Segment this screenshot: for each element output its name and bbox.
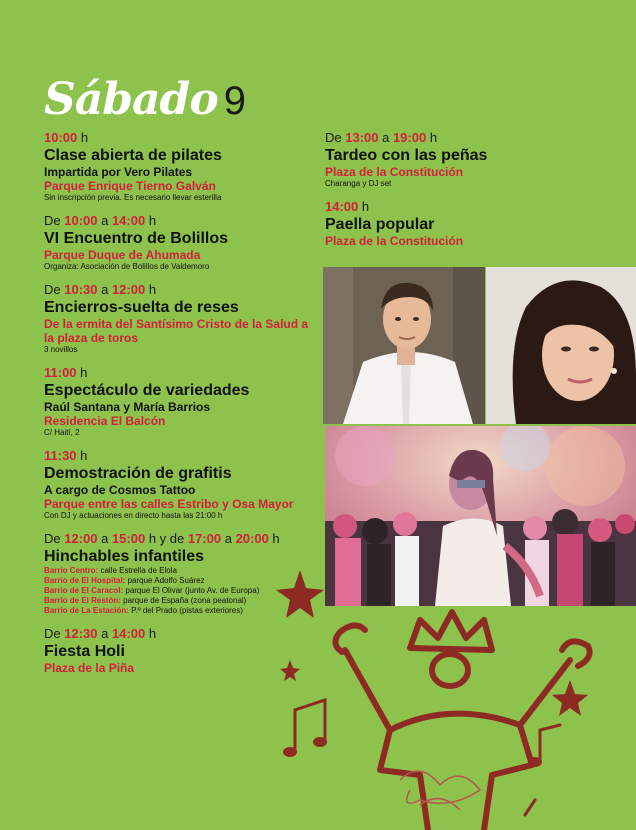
event-subtitle: Raúl Santana y María Barrios — [44, 400, 211, 414]
event-title: Tardeo con las peñas — [325, 147, 488, 164]
event-note: Con DJ y actuaciones en directo hasta las 21:00 h — [44, 511, 223, 520]
event-place: Parque Enrique Tierno Galván — [44, 179, 216, 193]
event-item — [44, 365, 314, 438]
hinchables-location: Barrio de La Estación: P.º del Prado (pistas exteriores) — [44, 606, 243, 615]
event-note: 3 novillos — [44, 345, 78, 354]
event-item — [325, 130, 625, 189]
day-heading — [44, 74, 246, 125]
event-time: De 10:00 a 14:00 h — [44, 213, 157, 228]
right-column-events — [325, 130, 625, 258]
event-note: C/ Haití, 2 — [44, 428, 80, 437]
event-time: De 12:30 a 14:00 h — [44, 626, 157, 641]
event-note: Sin inscripción previa. Es necesario llevar esterilla — [44, 193, 222, 202]
event-item — [44, 448, 314, 521]
hinchables-location: Barrio de El Hospital: parque Adolfo Suárez — [44, 576, 205, 585]
event-time: De 12:00 a 15:00 h y de 17:00 a 20:00 h — [44, 531, 280, 546]
event-item — [325, 199, 625, 248]
event-time: 11:00 h — [44, 365, 88, 380]
event-title: Demostración de grafitis — [44, 465, 232, 482]
singer-man-photo — [323, 267, 485, 424]
event-subtitle: Impartida por Vero Pilates — [44, 165, 193, 179]
event-title: Paella popular — [325, 216, 435, 233]
event-title: Clase abierta de pilates — [44, 147, 222, 164]
festival-illustration — [270, 560, 636, 830]
day-number: 9 — [223, 79, 246, 123]
event-title: Encierros-suelta de reses — [44, 299, 239, 316]
event-note: Organiza: Asociación de Bolillos de Valdemoro — [44, 262, 210, 271]
event-place: Parque entre las calles Estribo y Osa Mayor — [44, 497, 294, 511]
hinchables-location: Barrio de El Caracol: parque El Olivar (junto Av. de Europa) — [44, 586, 260, 595]
event-subtitle: A cargo de Cosmos Tattoo — [44, 483, 196, 497]
event-time: 14:00 h — [325, 199, 370, 214]
event-time: De 10:30 a 12:00 h — [44, 282, 157, 297]
day-name: Sábado — [44, 74, 218, 125]
event-item — [44, 213, 314, 272]
hinchables-location: Barrio de El Restón: parque de España (zona peatonal) — [44, 596, 247, 605]
event-place: Plaza de la Constitución — [325, 165, 464, 179]
event-note: Charanga y DJ set — [325, 179, 392, 188]
event-place: Parque Duque de Ahumada — [44, 248, 201, 262]
event-item — [44, 130, 314, 203]
hinchables-location: Barrio Centro: calle Estrella de Elola — [44, 566, 177, 575]
event-title: Espectáculo de variedades — [44, 382, 250, 399]
event-time: De 13:00 a 19:00 h — [325, 130, 438, 145]
event-place: Plaza de la Piña — [44, 661, 135, 675]
event-item — [44, 282, 314, 355]
event-place: Residencia El Balcón — [44, 414, 166, 428]
event-title: VI Encuentro de Bolillos — [44, 230, 229, 247]
event-time: 11:30 h — [44, 448, 88, 463]
singer-woman-photo — [486, 267, 636, 424]
event-title: Hinchables infantiles — [44, 548, 205, 565]
event-time: 10:00 h — [44, 130, 89, 145]
event-place: Plaza de la Constitución — [325, 234, 464, 248]
event-place: De la ermita del Santísimo Cristo de la Salud a la plaza de toros — [44, 317, 309, 345]
event-title: Fiesta Holi — [44, 643, 125, 660]
